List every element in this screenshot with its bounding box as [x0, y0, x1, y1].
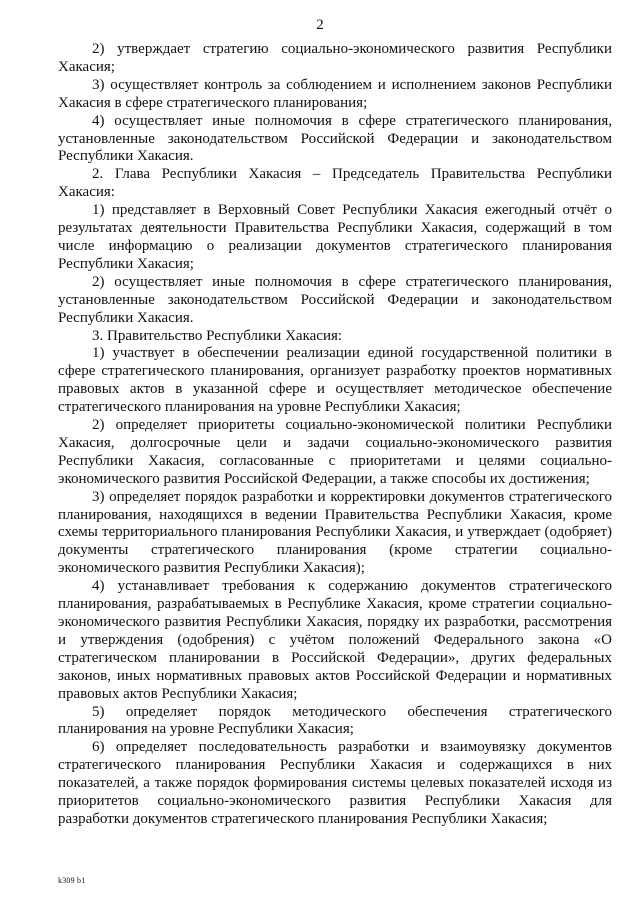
paragraph-gov-item-2: 2) определяет приоритеты социально-экономической политики Республики Хакасия, долгосрочные цели и задачи социально-экономического развития Республики Хакасия, согласованные с приоритетами и целями социально-экономического развития Российской Федерации, а также способы их достижения;: [58, 417, 612, 487]
document-body: [58, 41, 612, 829]
paragraph-gov-item-6: 6) определяет последовательность разработки и взаимоувязку документов стратегического планирования Республики Хакасия и содержащихся в них показателей, а также порядок формирования системы целевых показателей исходя из приоритетов социально-экономического развития Республики Хакасия для разработки документов стратегического планирования Республики Хакасия;: [58, 739, 612, 827]
paragraph-item-2-strategy: 2) утверждает стратегию социально-экономического развития Республики Хакасия;: [58, 41, 612, 75]
paragraph-gov-item-1: 1) участвует в обеспечении реализации единой государственной политики в сфере стратегического планирования, организует разработку проектов нормативных правовых актов в указанной сфере и осуществляет методическое обеспечение стратегического планирования на уровне Республики Хакасия;: [58, 345, 612, 416]
paragraph-gov-item-4: 4) устанавливает требования к содержанию документов стратегического планирования, разрабатываемых в Республике Хакасия, кроме стратегии социально-экономического развития Республики Хакасия, порядку их разработки, рассмотрения и утверждения (одобрения) с учётом положений Федерального закона «О стратегическом планировании в Российской Федерации», других федеральных законов, иных нормативных правовых актов Российской Федерации и нормативных правовых актов Республики Хакасия;: [58, 578, 612, 702]
footer-document-code: k309 b1: [58, 876, 86, 885]
paragraph-gov-item-3: 3) определяет порядок разработки и корректировки документов стратегического планирования, находящихся в ведении Правительства Республики Хакасия, кроме схемы территориального планирования Республики Хакасия, и утверждает (одобряет) документы стратегического планирования (кроме стратегии социально-экономического развития Республики Хакасия);: [58, 488, 612, 577]
paragraph-gov-item-5: 5) определяет порядок методического обеспечения стратегического планирования на уровне Республики Хакасия;: [58, 703, 612, 738]
page-number: 2: [316, 17, 324, 33]
paragraph-section-2-head: 2. Глава Республики Хакасия – Председатель Правительства Республики Хакасия:: [58, 166, 612, 201]
paragraph-head-item-1-report: 1) представляет в Верховный Совет Республики Хакасия ежегодный отчёт о результатах деятельности Правительства Республики Хакасия, содержащий в том числе информацию о реализации документов стратегического планирования Республики Хакасия;: [58, 202, 612, 272]
paragraph-section-3-government: 3. Правительство Республики Хакасия:: [92, 327, 343, 344]
paragraph-item-4-other-powers: 4) осуществляет иные полномочия в сфере стратегического планирования, установленные законодательством Российской Федерации и законодательством Республики Хакасия.: [58, 112, 612, 165]
paragraph-item-3-control: 3) осуществляет контроль за соблюдением и исполнением законов Республики Хакасия в сфере стратегического планирования;: [58, 76, 612, 111]
paragraph-head-item-2-other-powers: 2) осуществляет иные полномочия в сфере стратегического планирования, установленные законодательством Российской Федерации и законодательством Республики Хакасия.: [58, 273, 612, 326]
